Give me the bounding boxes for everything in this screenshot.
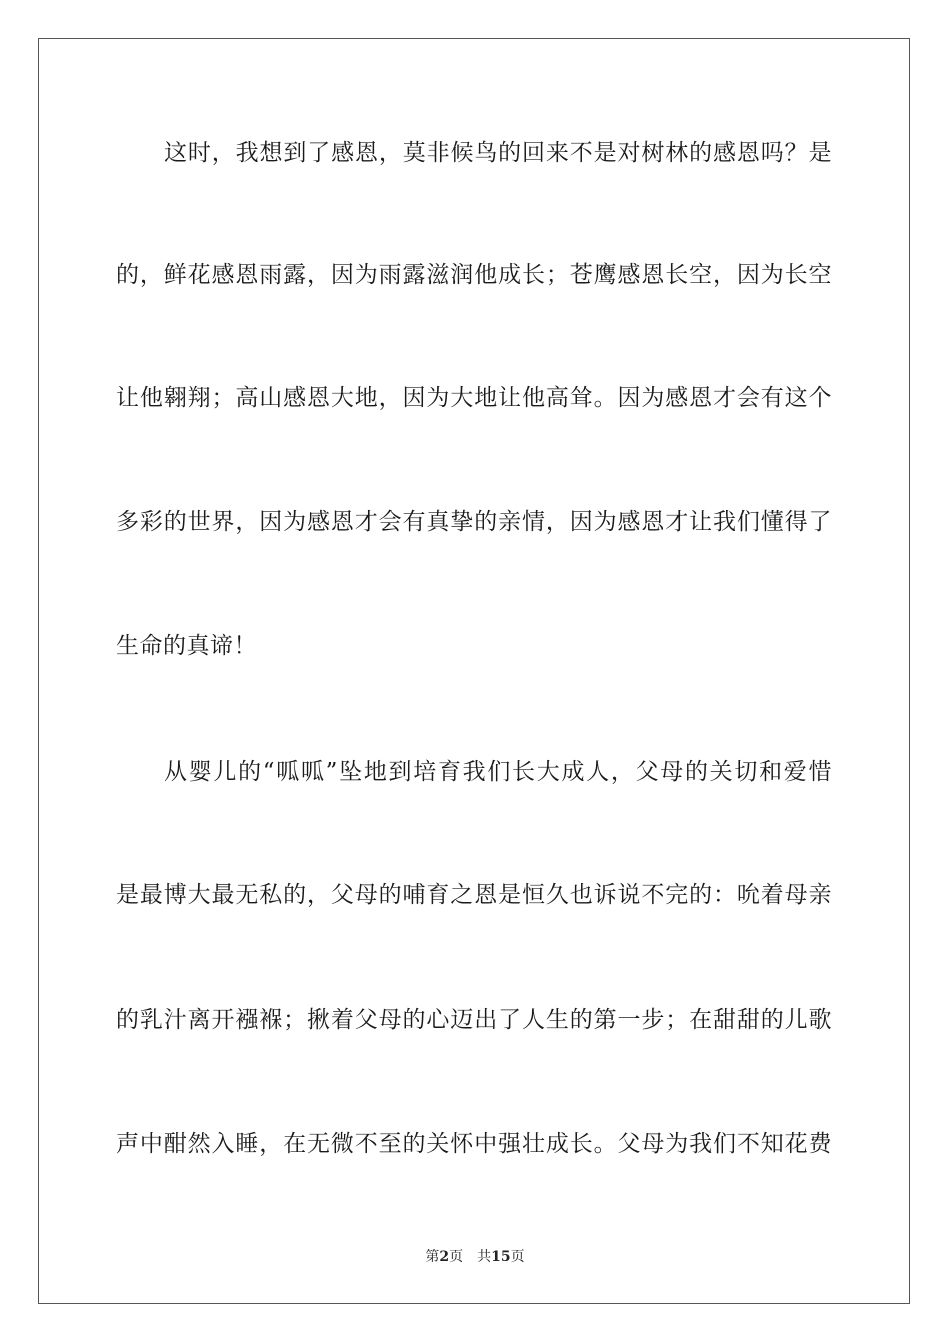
- paragraph-2-line-2: 是最博大最无私的，父母的哺育之恩是恒久也诉说不完的：吮着母亲: [116, 882, 832, 908]
- paragraph-2-line-4: 声中酣然入睡，在无微不至的关怀中强壮成长。父母为我们不知花费: [116, 1131, 832, 1157]
- paragraph-1-line-3: 让他翱翔；高山感恩大地，因为大地让他高耸。因为感恩才会有这个: [116, 385, 832, 411]
- paragraph-2-line-1: 从婴儿的“呱呱”坠地到培育我们长大成人，父母的关切和爱惜: [164, 759, 832, 785]
- total-prefix: 共: [477, 1249, 492, 1265]
- current-page-number: 2: [439, 1249, 450, 1265]
- total-page-count: 15: [491, 1249, 511, 1265]
- page-suffix: 页: [449, 1249, 464, 1265]
- page-border: [38, 38, 910, 1304]
- paragraph-1-line-4: 多彩的世界，因为感恩才会有真挚的亲情，因为感恩才让我们懂得了: [116, 509, 832, 535]
- paragraph-2-line-3: 的乳汁离开襁褓；揪着父母的心迈出了人生的第一步；在甜甜的儿歌: [116, 1007, 832, 1033]
- paragraph-1-line-1: 这时，我想到了感恩，莫非候鸟的回来不是对树林的感恩吗？是: [164, 140, 832, 166]
- page-footer: [0, 1248, 950, 1266]
- paragraph-1-line-2: 的，鲜花感恩雨露，因为雨露滋润他成长；苍鹰感恩长空，因为长空: [116, 262, 832, 288]
- page-prefix: 第: [425, 1249, 440, 1265]
- total-suffix: 页: [510, 1249, 525, 1265]
- paragraph-1-line-5: 生命的真谛！: [116, 633, 257, 659]
